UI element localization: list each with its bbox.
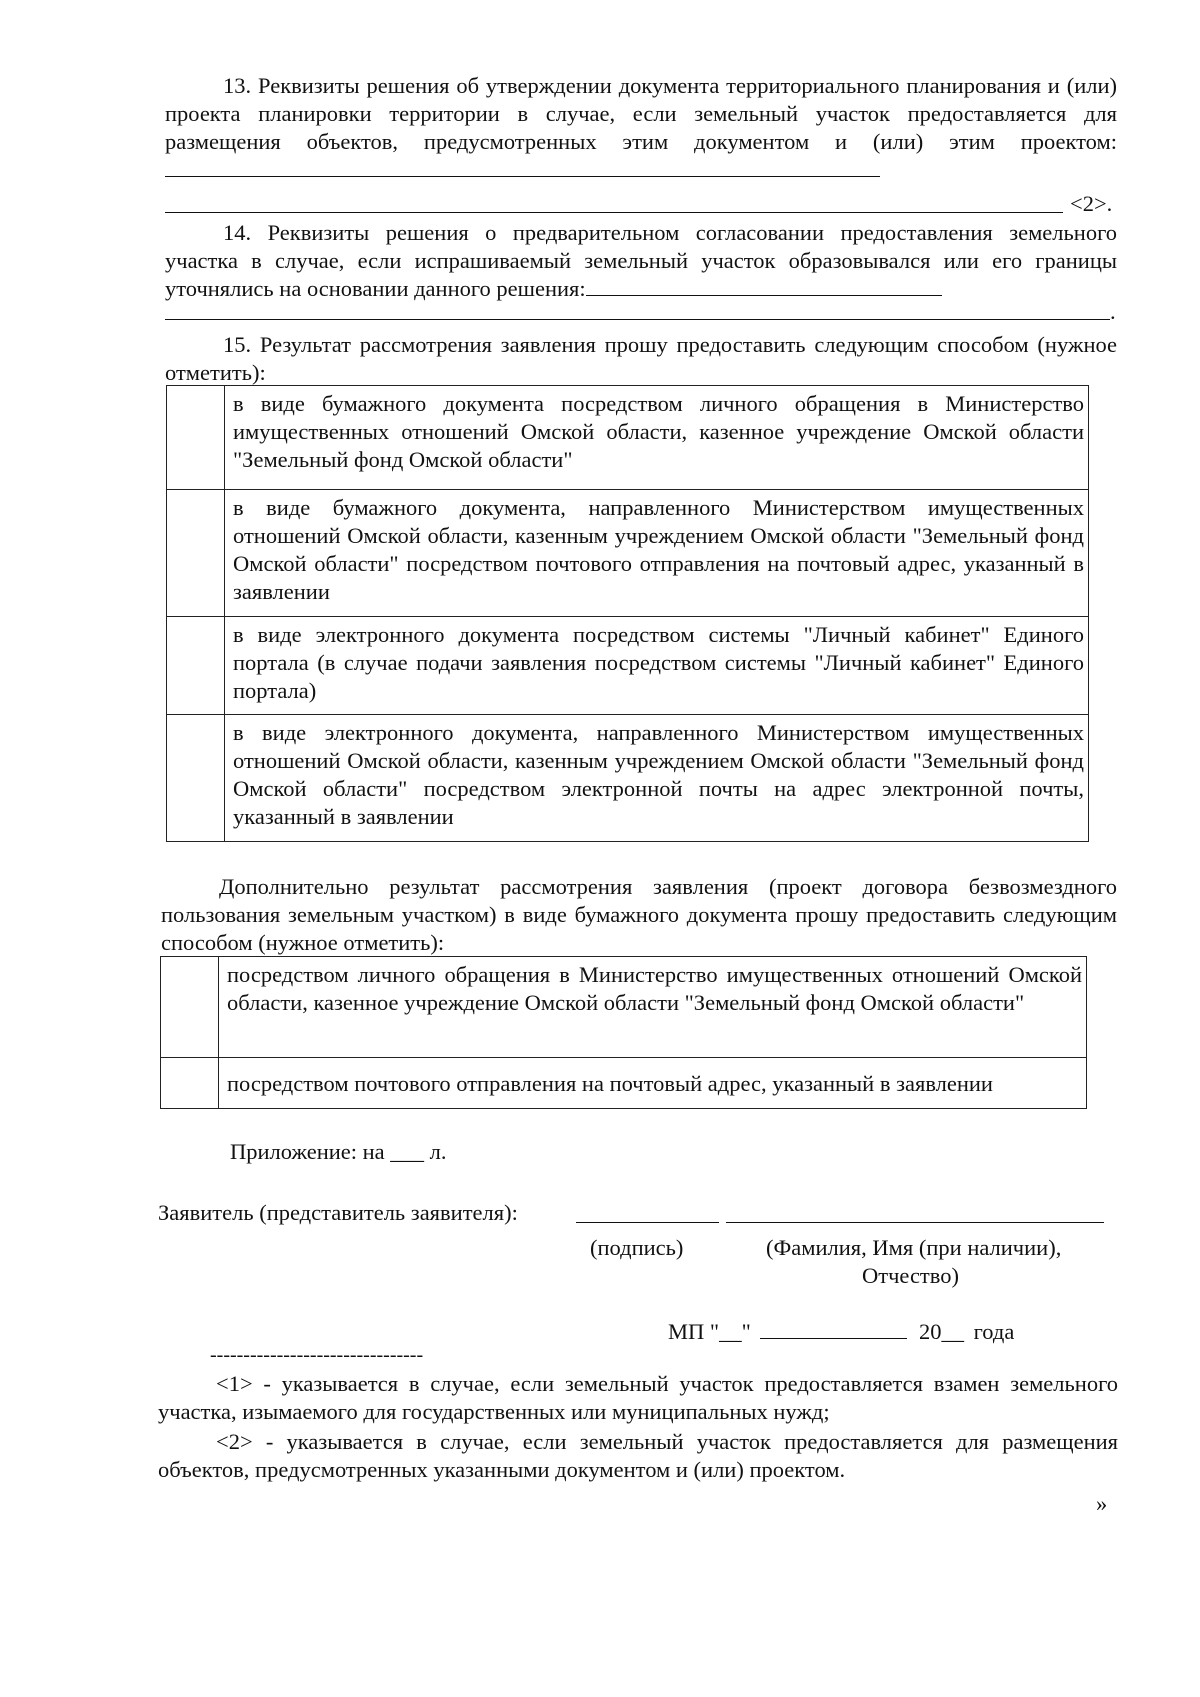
item-15-option-3-text: в виде электронного документа посредством системы "Личный кабинет" Единого портала (в случае подачи заявления посредством системы "Личный кабинет" Единого портала) bbox=[225, 617, 1089, 715]
attachment-suffix: л. bbox=[429, 1139, 447, 1164]
additional-option-2-checkbox[interactable] bbox=[161, 1058, 219, 1109]
item-15-text: 15. Результат рассмотрения заявления прошу предоставить следующим способом (нужное отметить): bbox=[165, 332, 1117, 385]
item-15-option-row bbox=[167, 715, 1089, 842]
additional-option-1-text: посредством личного обращения в Министерство имущественных отношений Омской области, казенное учреждение Омской области "Земельный фонд Омской области" bbox=[219, 957, 1087, 1058]
signature-caption: (подпись) bbox=[590, 1235, 684, 1260]
item-15-option-row bbox=[167, 386, 1089, 490]
additional-option-1-checkbox[interactable] bbox=[161, 957, 219, 1058]
attachment-sheets-blank[interactable]: ___ bbox=[390, 1139, 425, 1164]
item-15-option-3-checkbox[interactable] bbox=[167, 617, 225, 715]
year-field[interactable]: 20__ bbox=[919, 1319, 964, 1344]
item-13-paragraph bbox=[165, 72, 1117, 184]
additional-paragraph bbox=[161, 873, 1117, 957]
additional-option-row bbox=[161, 1058, 1087, 1109]
item-14-second-line[interactable] bbox=[165, 319, 1110, 320]
item-15-options-table bbox=[166, 385, 1089, 842]
item-15-option-4-text: в виде электронного документа, направленного Министерством имущественных отношений Омской области, казенным учреждением Омской области "Земельный фонд Омской области" посредством электронной почты на адрес электронной почты, указанный в заявлении bbox=[225, 715, 1089, 842]
attachment-line bbox=[230, 1138, 447, 1166]
footnote-2 bbox=[158, 1428, 1118, 1484]
item-15-paragraph bbox=[165, 331, 1117, 387]
item-15-option-2-text: в виде бумажного документа, направленного Министерством имущественных отношений Омской области, казенным учреждением Омской области "Земельный фонд Омской области" посредством почтового отправления на почтовый адрес, указанный в заявлении bbox=[225, 490, 1089, 617]
item-14-text: 14. Реквизиты решения о предварительном согласовании предоставления земельного участка в случае, если испрашиваемый земельный участок образовывался или его границы уточнялись на основании данного решения: bbox=[165, 220, 1117, 301]
additional-option-2-text: посредством почтового отправления на почтовый адрес, указанный в заявлении bbox=[219, 1058, 1087, 1109]
stamp-date-line bbox=[668, 1318, 1014, 1346]
name-caption-line-1: (Фамилия, Имя (при наличии), bbox=[766, 1235, 1062, 1260]
signature-line[interactable] bbox=[576, 1222, 719, 1223]
item-13-second-line[interactable] bbox=[165, 212, 1063, 213]
footnote-separator: -------------------------------- bbox=[210, 1344, 424, 1366]
item-14-end-dot: . bbox=[1110, 299, 1116, 324]
footnote-2-text: <2> - указывается в случае, если земельный участок предоставляется для размещения объектов, предусмотренных указанными документом и (или) проектом. bbox=[158, 1429, 1118, 1482]
additional-text: Дополнительно результат рассмотрения заявления (проект договора безвозмездного пользования земельным участком) в виде бумажного документа прошу предоставить следующим способом (нужное отметить): bbox=[161, 874, 1117, 955]
year-suffix: года bbox=[973, 1319, 1015, 1344]
item-15-option-row bbox=[167, 490, 1089, 617]
stamp-mp-day[interactable]: МП "__" bbox=[668, 1319, 751, 1344]
additional-options-table bbox=[160, 956, 1087, 1109]
item-13-fill-line[interactable] bbox=[165, 158, 880, 177]
item-15-option-4-checkbox[interactable] bbox=[167, 715, 225, 842]
closing-quote-mark: » bbox=[1096, 1491, 1108, 1516]
item-15-option-2-checkbox[interactable] bbox=[167, 490, 225, 617]
additional-option-row bbox=[161, 957, 1087, 1058]
item-15-option-1-checkbox[interactable] bbox=[167, 386, 225, 490]
attachment-prefix: Приложение: на bbox=[230, 1139, 385, 1164]
item-14-fill-line[interactable] bbox=[586, 277, 942, 296]
full-name-line[interactable] bbox=[726, 1222, 1104, 1223]
month-fill-line[interactable] bbox=[760, 1320, 907, 1339]
item-13-note-ref: <2>. bbox=[1070, 191, 1113, 216]
footnote-1-text: <1> - указывается в случае, если земельный участок предоставляется взамен земельного участка, изымаемого для государственных или муниципальных нужд; bbox=[158, 1371, 1118, 1424]
item-13-text: 13. Реквизиты решения об утверждении документа территориального планирования и (или) проекта планировки территории в случае, если земельный участок предоставляется для размещения объектов, предусмотренных этим документом и (или) этим проектом: bbox=[165, 73, 1117, 154]
name-caption-line-2: Отчество) bbox=[862, 1263, 959, 1288]
item-15-option-1-text: в виде бумажного документа посредством личного обращения в Министерство имущественных отношений Омской области, казенное учреждение Омской области "Земельный фонд Омской области" bbox=[225, 386, 1089, 490]
footnote-1 bbox=[158, 1370, 1118, 1426]
item-15-option-row bbox=[167, 617, 1089, 715]
applicant-label: Заявитель (представитель заявителя): bbox=[158, 1200, 518, 1225]
item-14-paragraph bbox=[165, 219, 1117, 303]
